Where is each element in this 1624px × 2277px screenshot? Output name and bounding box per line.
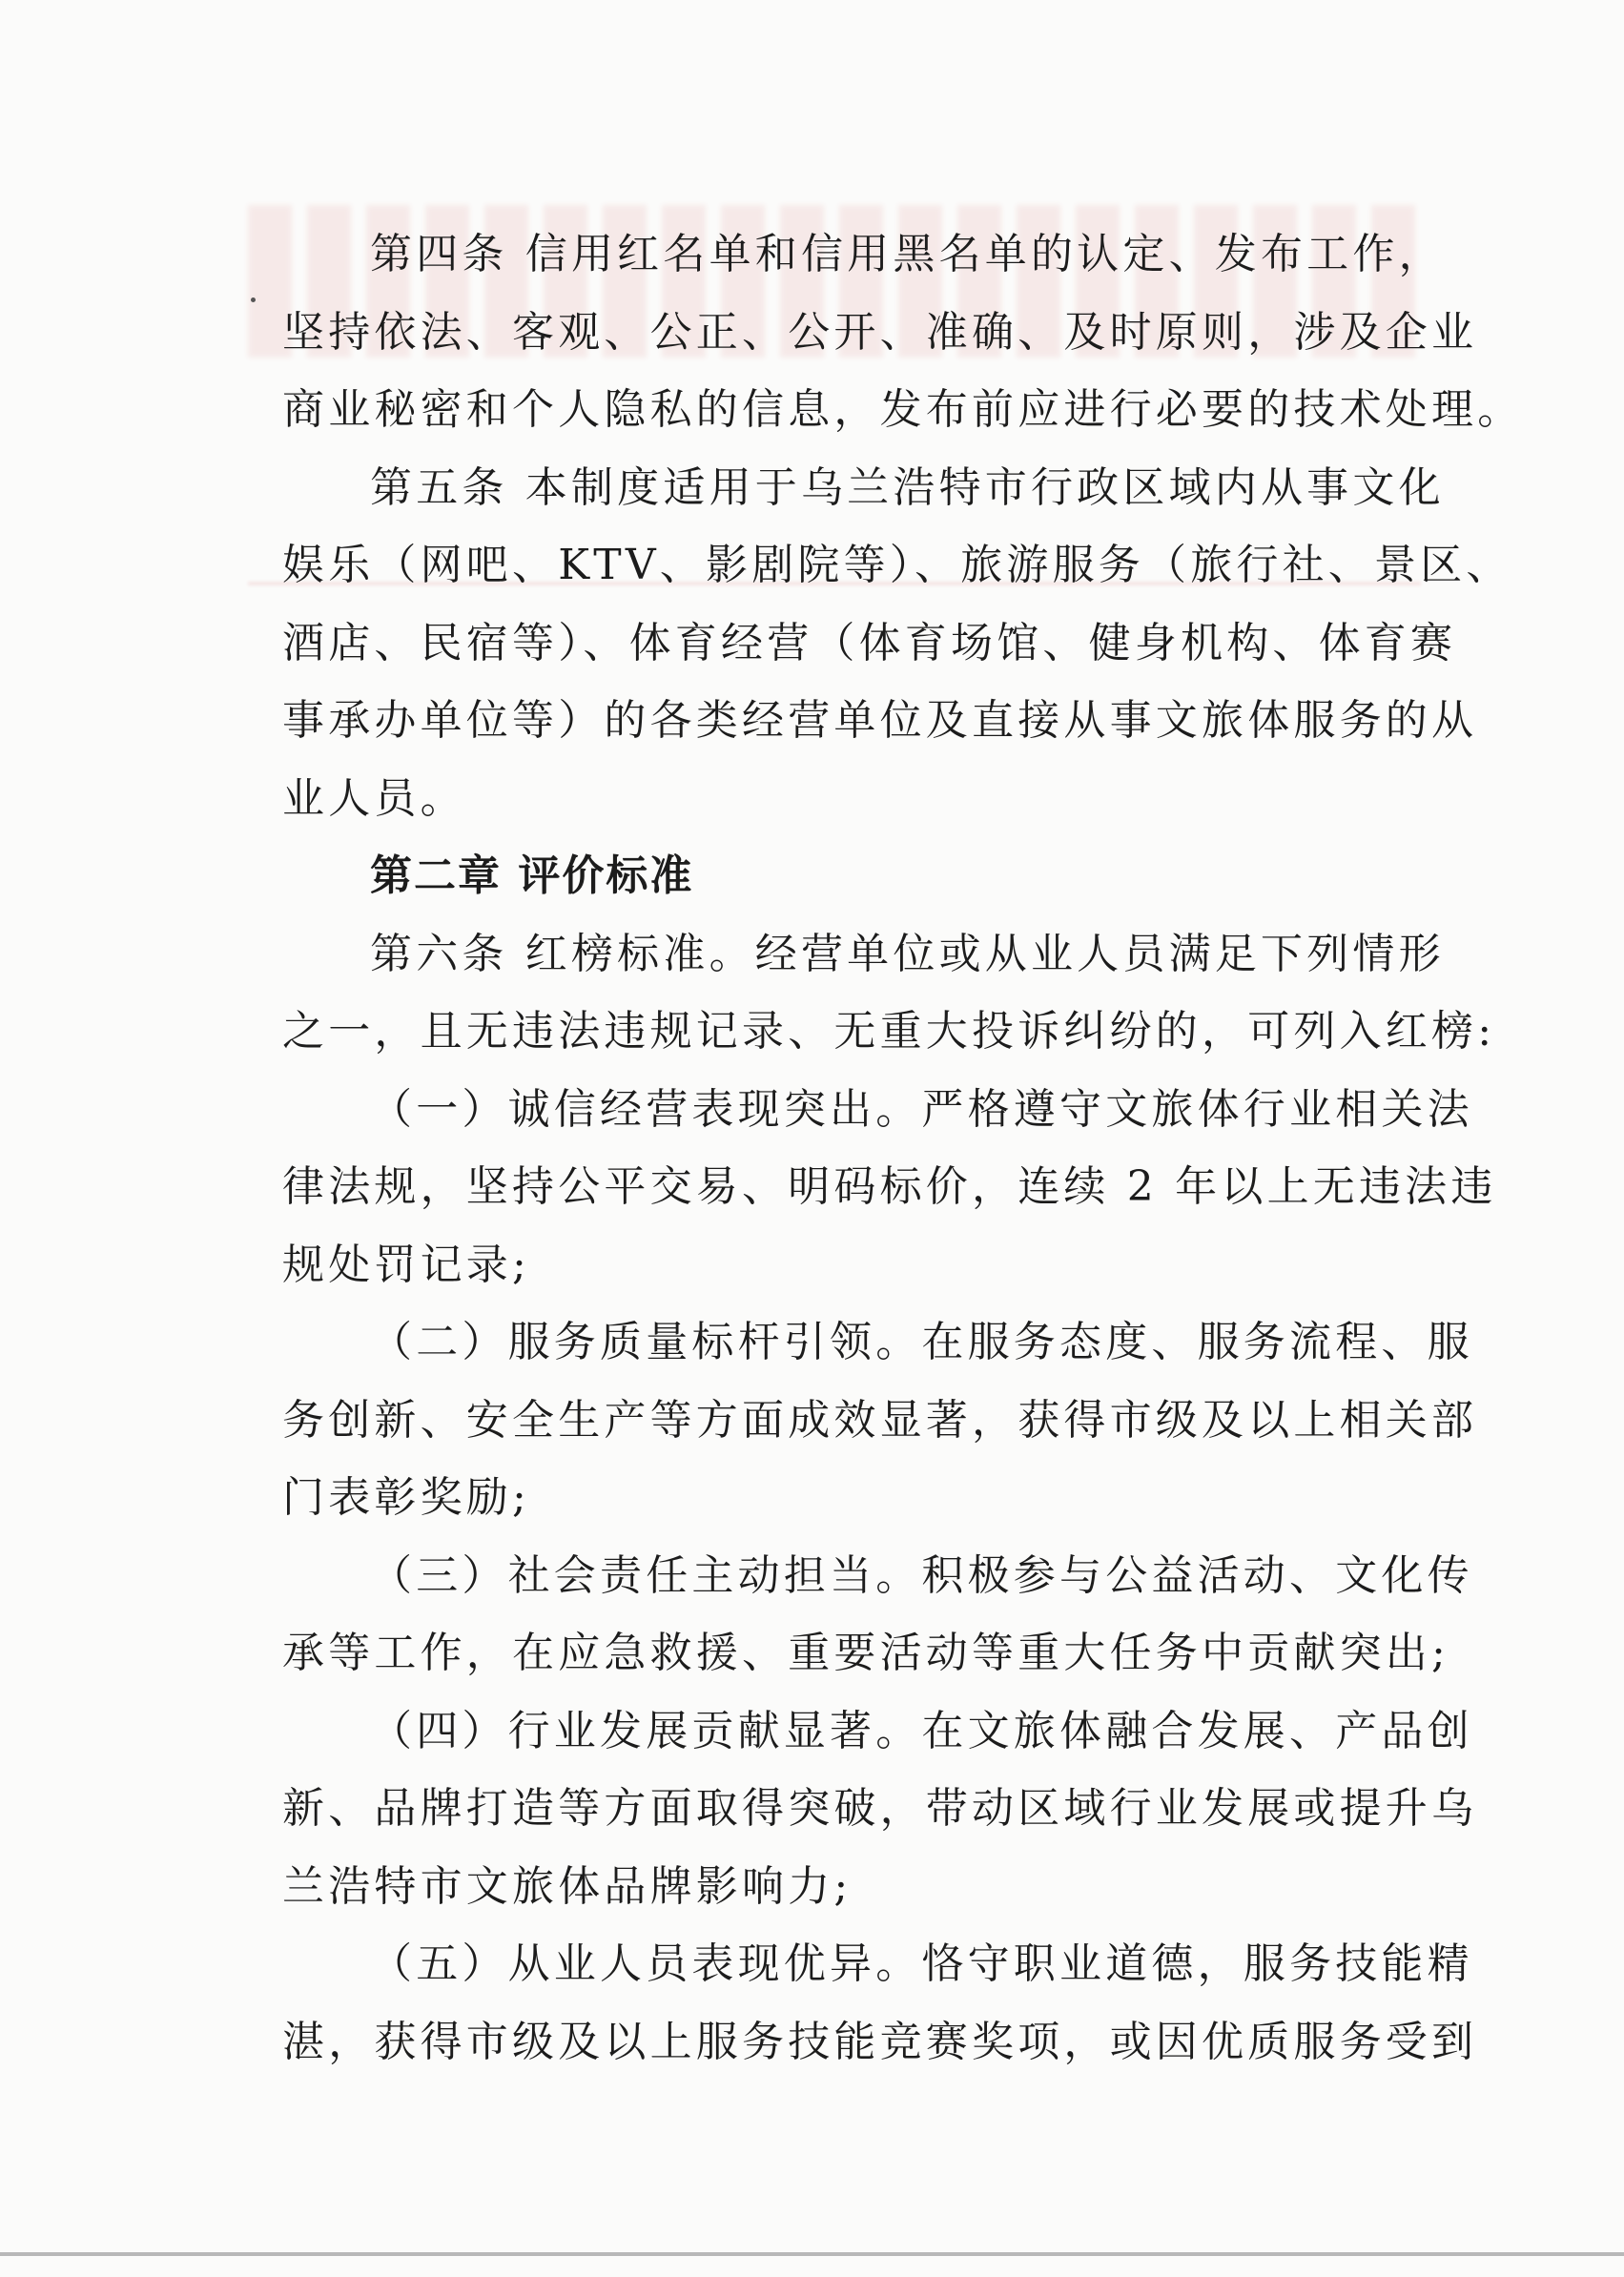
text-line: 务创新、安全生产等方面成效显著，获得市级及以上相关部 bbox=[282, 1395, 1478, 1445]
text-line: （三）社会责任主动担当。积极参与公益活动、文化传 bbox=[370, 1550, 1473, 1600]
text-line: 承等工作，在应急救援、重要活动等重大任务中贡献突出; bbox=[282, 1629, 1450, 1677]
text-line: 第四条 信用红名单和信用黑名单的认定、发布工作， bbox=[370, 230, 1445, 278]
text-line: （一）诚信经营表现突出。严格遵守文旅体行业相关法 bbox=[370, 1084, 1473, 1134]
text-line: 律法规，坚持公平交易、明码标价，连续 2 年以上无违法违 bbox=[282, 1162, 1497, 1211]
text-line: 商业秘密和个人隐私的信息，发布前应进行必要的技术处理。 bbox=[282, 385, 1524, 434]
text-line: （二）服务质量标杆引领。在服务态度、服务流程、服 bbox=[370, 1318, 1473, 1366]
text-line: 湛，获得市级及以上服务技能竞赛奖项，或因优质服务受到 bbox=[282, 2017, 1478, 2066]
text-line: 兰浩特市文旅体品牌影响力; bbox=[282, 1861, 853, 1911]
document-body bbox=[282, 215, 1524, 2081]
text-line: 坚持依法、客观、公正、公开、准确、及时原则，涉及企业 bbox=[282, 307, 1478, 357]
text-line: 事承办单位等）的各类经营单位及直接从事文旅体服务的从 bbox=[282, 696, 1478, 745]
text-line: 娱乐（网吧、KTV、影剧院等）、旅游服务（旅行社、景区、 bbox=[282, 541, 1512, 589]
scan-bottom-edge bbox=[0, 2252, 1624, 2256]
text-line: （四）行业发展贡献显著。在文旅体融合发展、产品创 bbox=[370, 1706, 1473, 1755]
text-line: 业人员。 bbox=[282, 773, 466, 823]
chapter-heading: 第二章 评价标准 bbox=[370, 851, 694, 900]
text-line: 规处罚记录; bbox=[282, 1240, 531, 1289]
text-line: 第六条 红榜标准。经营单位或从业人员满足下列情形 bbox=[370, 929, 1445, 978]
text-line: 新、品牌打造等方面取得突破，带动区域行业发展或提升乌 bbox=[282, 1784, 1478, 1833]
text-line: 之一，且无违法违规记录、无重大投诉纠纷的，可列入红榜: bbox=[282, 1007, 1496, 1056]
text-line: 酒店、民宿等）、体育经营（体育场馆、健身机构、体育赛 bbox=[282, 618, 1457, 667]
text-line: 第五条 本制度适用于乌兰浩特市行政区域内从事文化 bbox=[370, 462, 1445, 512]
scan-speck bbox=[251, 297, 256, 302]
text-line: 门表彰奖励; bbox=[282, 1473, 531, 1522]
text-line: （五）从业人员表现优异。恪守职业道德，服务技能精 bbox=[370, 1939, 1473, 1988]
